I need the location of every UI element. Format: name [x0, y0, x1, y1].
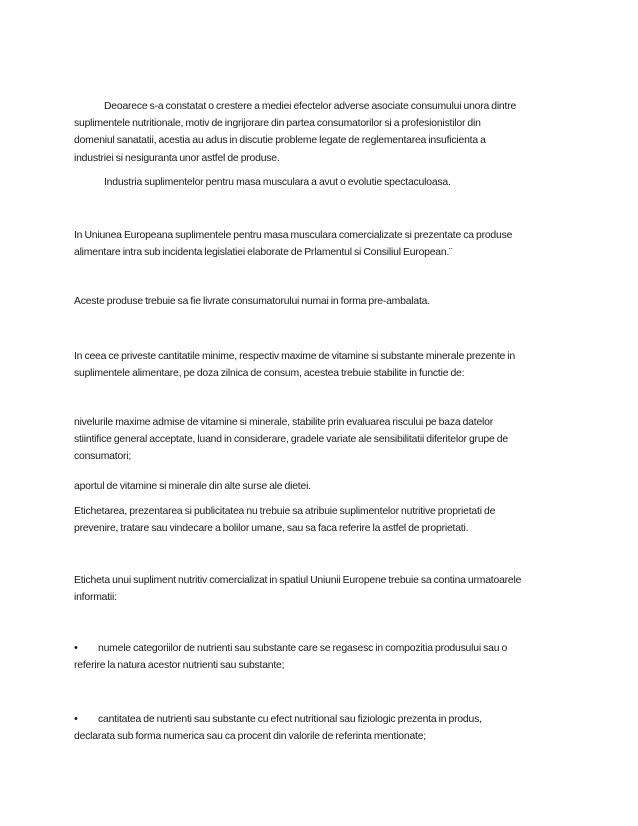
text-line: Industria suplimentelor pentru masa musculara a avut o evolutie spectaculoasa.: [104, 177, 451, 188]
text-line: [74, 640, 574, 657]
text-line: Etichetarea, prezentarea si publicitatea nu trebuie sa atribuie suplimentelor nutritive proprietati de: [74, 506, 496, 517]
text-line: Aceste produse trebuie sa fie livrate consumatorului numai in forma pre-ambalata.: [74, 296, 430, 307]
text-line: referire la natura acestor nutrienti sau substante;: [74, 660, 285, 672]
paragraph-adverse-effects: [74, 98, 574, 167]
text-line: aportul de vitamine si minerale din alte surse ale dietei.: [74, 481, 311, 492]
paragraph-eu-regulation: [74, 227, 574, 261]
paragraph-maximum-levels: [74, 414, 574, 466]
text-line: alimentare intra sub incidenta legislatiei elaborate de Prlamentul si Consiliul European.¨: [74, 247, 453, 259]
text-line: In ceea ce priveste cantitatile minime, respectiv maxime de vitamine si substante minerale prezente in: [74, 351, 515, 362]
text-line: nivelurile maxime admise de vitamine si minerale, stabilite prin evaluarea riscului pe baza datelor: [74, 417, 493, 428]
bullet-text: numele categoriilor de nutrienti sau substante care se regasesc in compozitia produsului sau o: [98, 643, 508, 654]
bullet-item-nutrient-categories: [74, 640, 574, 674]
bullet-item-nutrient-quantity: [74, 711, 574, 745]
paragraph-quantities: [74, 348, 574, 382]
text-line: informatii:: [74, 592, 117, 604]
text-line: domeniul sanatatii, acestia au adus in discutie probleme legate de reglementarea insuficienta a: [74, 135, 486, 147]
text-line: suplimentele nutritionale, motiv de ingrijorare din partea consumatorilor si a profesionistilor din: [74, 118, 481, 130]
bullet-icon: •: [74, 642, 78, 654]
text-line: declarata sub forma numerica sau ca procent din valorile de referinta mentionate;: [74, 731, 426, 743]
text-line: In Uniunea Europeana suplimentele pentru masa musculara comercializate si prezentate ca produse: [74, 230, 513, 241]
bullet-icon: •: [74, 713, 78, 725]
text-line: prevenire, tratare sau vindecare a bolilor umane, sau sa faca referire la astfel de proprietati.: [74, 523, 469, 535]
text-line: Eticheta unui supliment nutritiv comercializat in spatiul Uniunii Europene trebuie sa contina urmatoarele: [74, 575, 522, 586]
paragraph-label-information: [74, 572, 574, 606]
paragraph-prepackaged: [74, 293, 574, 310]
bullet-text: cantitatea de nutrienti sau substante cu efect nutritional sau fiziologic prezenta in produs,: [98, 714, 482, 725]
paragraph-other-sources: [74, 478, 574, 495]
text-line: [74, 711, 574, 728]
text-line: industriei si nesiguranta unor astfel de produse.: [74, 152, 280, 164]
paragraph-labelling: [74, 503, 574, 537]
text-line: suplimentele alimentare, pe doza zilnica de consum, acestea trebuie stabilite in functie de:: [74, 368, 465, 380]
text-line: Deoarece s-a constatat o crestere a mediei efectelor adverse asociate consumului unora dintre: [104, 101, 517, 112]
text-line: consumatori;: [74, 451, 132, 463]
text-line: stiintifice general acceptate, luand in considerare, gradele variate ale sensibilitatii diferitelor grupe de: [74, 434, 508, 446]
paragraph-industry-evolution: [74, 174, 574, 191]
